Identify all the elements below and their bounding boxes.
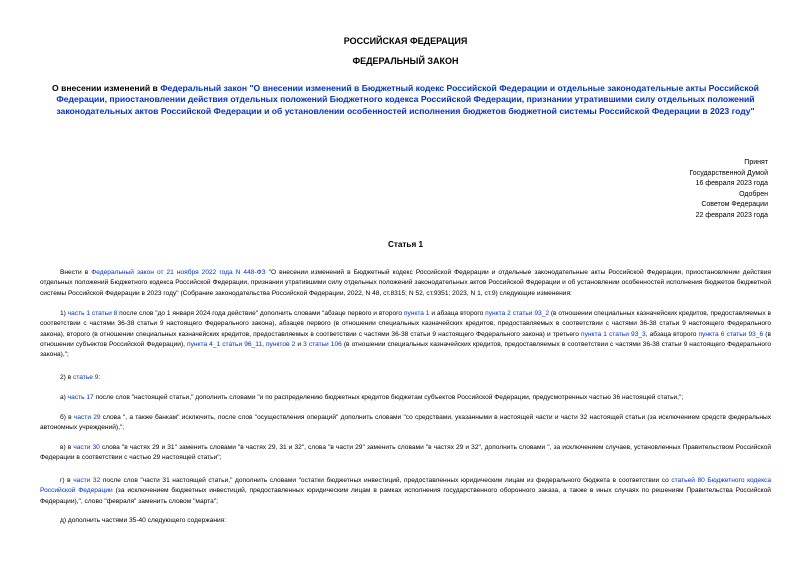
country-heading: РОССИЙСКАЯ ФЕДЕРАЦИЯ <box>343 36 468 46</box>
law-link[interactable]: Федеральный закон от 21 ноября 2022 года N 448-ФЗ <box>91 269 266 276</box>
adoption-line: Принят <box>744 159 768 166</box>
adoption-line: Государственной Думой <box>689 169 768 177</box>
item-g-paragraph: г) в части 32 после слов "части 31 настоящей статьи," дополнить словами "остатки бюджетных инвестиций, предоставленных юридическим лицам из федерального бюджета в соответствии со статьей 80 Бюджетного кодекса Российской Федерации (за исключением бюджетных инвестиций, предоставленных юридическим лицам в рамках исполнения государственного оборонного заказа, а также в иных случаях по решениям Правительства Российской Федерации),", слово "февраля" заменить словом "марта"; <box>40 477 771 505</box>
item-2-paragraph: 2) в статье 9: <box>60 374 101 381</box>
ref-link[interactable]: пункта 1 статьи 93_3 <box>581 330 646 338</box>
approval-line: Одобрен <box>739 190 768 198</box>
law-title <box>40 83 771 117</box>
ref-link[interactable]: части 29 <box>73 414 101 421</box>
document-type-heading: ФЕДЕРАЛЬНЫЙ ЗАКОН <box>352 56 459 66</box>
adoption-date: 16 февраля 2023 года <box>695 180 768 187</box>
ref-link[interactable]: часть 17 <box>67 394 94 401</box>
article-title: Статья 1 <box>387 240 424 249</box>
ref-link[interactable]: часть 1 статьи 8 <box>67 310 118 317</box>
ref-link[interactable]: части 30 <box>73 444 100 451</box>
item-v-paragraph: в) в части 30 слова "в частях 29 и 31" заменить словами "в частях 29, 31 и 32", слова "в части 29" заменить словами "в частях 29 и 32", дополнить словами ", за исключением случаев, установленных Правительством Российской Федерации в соответствии с частью 29 настоящей статьи"; <box>40 444 772 462</box>
ref-link[interactable]: пунктов 2 <box>265 340 296 348</box>
item-d-paragraph: д) дополнить частями 35-40 следующего содержания: <box>60 517 227 524</box>
ref-link[interactable]: части 32 <box>73 477 101 484</box>
intro-paragraph: Внести в Федеральный закон от 21 ноября 2022 года N 448-ФЗ "О внесении изменений в Бюджетный кодекс Российской Федерации и отдельные законодательные акты Российской Федерации, приостановлении действия отдельных положений Бюджетного кодекса Российской Федерации, признании утратившими силу отдельных положений законодательных актов Российской Федерации и об установлении особенностей исполнения бюджетов бюджетной системы Российской Федерации в 2023 году" (Собрание законодательства Российской Федерации, 2022, N 48, ст.8315; N 52, ст.9351; 2023, N 1, ст.9) следующие изменения: <box>40 269 771 297</box>
ref-link[interactable]: статье 9 <box>73 374 99 381</box>
ref-link[interactable]: пункта 4_1 статьи 96_11 <box>187 340 263 348</box>
ref-link[interactable]: пункта 2 статьи 93_2 <box>485 310 549 317</box>
ref-link[interactable]: пункта 6 статьи 93_6 <box>698 330 764 338</box>
approval-line: Советом Федерации <box>701 201 768 208</box>
ref-link[interactable]: статьей 80 Бюджетного кодекса Российской Федерации <box>40 477 771 495</box>
approval-date: 22 февраля 2023 года <box>695 211 768 219</box>
adoption-block <box>628 158 768 221</box>
ref-link[interactable]: пункта 1 <box>403 310 430 317</box>
ref-link[interactable]: 3 статьи 106 <box>303 340 342 348</box>
title-prefix: О внесении изменений в <box>52 83 161 93</box>
item-a-paragraph: а) часть 17 после слов "настоящей статьи," дополнить словами "и по распределению бюджетных кредитов бюджетам субъектов Российской Федерации, предусмотренных частью 36 настоящей статьи,"; <box>60 394 684 401</box>
item-1-paragraph: 1) часть 1 статьи 8 после слов "до 1 января 2024 года действие" дополнить словами "абзаце первого и второго пункта 1 и абзаца второго пункта 2 статьи 93_2 (в отношении специальных казначейских кредитов, предоставляемых в соответствии с частями 36-38 статьи 9 настоящего Федерального закона), абзацев первого (в отношении специальных казначейских кредитов, предоставляемых в соответствии с частями 36-38 статьи 9 настоящего Федерального закона), второго (в отношении специальных казначейских кредитов, предоставляемых в соответствии с частями 36-38 статьи 9 настоящего Федерального закона) и третьего пункта 1 статьи 93_3, абзаца второго пункта 6 статьи 93_6 (в отношении субъектов Российской Федерации), пункта 4_1 статьи 96_11, пунктов 2 и 3 статьи 106 (в отношении специальных казначейских кредитов, предоставляемых в соответствии с частями 36-38 статьи 9 настоящего Федерального закона),"; <box>40 310 771 359</box>
item-b-paragraph: б) в части 29 слова ", а также банкам" исключить, после слов "осуществления операций" дополнить словами "со средствами, указанными в настоящей части и части 32 настоящей статьи (за исключением средств федеральных автономных учреждений),"; <box>40 414 772 432</box>
title-link[interactable]: Федеральный закон "О внесении изменений в Бюджетный кодекс Российской Федерации и отдельные законодательные акты Российской Федерации, приостановлении действия отдельных положений Бюджетного кодекса Российской Федерации, признании утратившими силу отдельных положений законодательных актов Российской Федерации и об установлении особенностей исполнения бюджетов бюджетной системы Российской Федерации в 2023 году" <box>56 83 759 116</box>
